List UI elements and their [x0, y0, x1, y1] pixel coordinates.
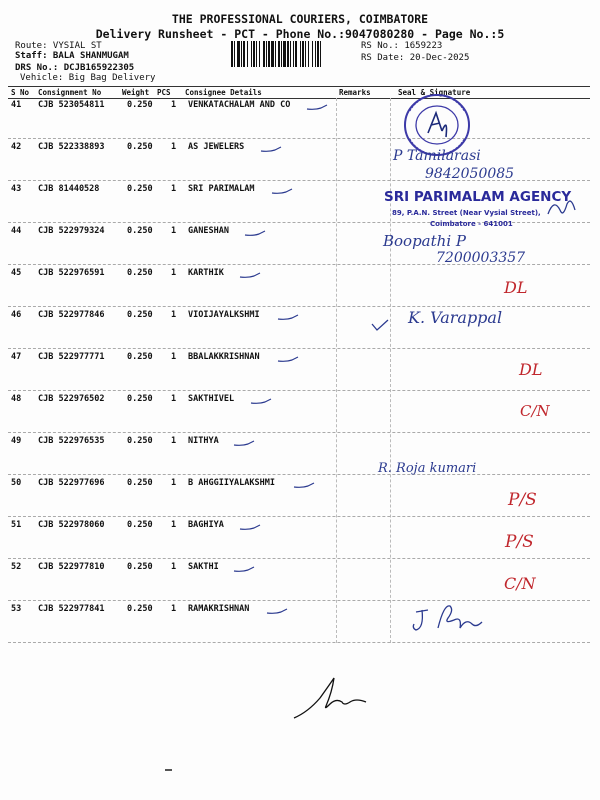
- row-tick-mark: [238, 271, 262, 281]
- row-sno: 42: [11, 142, 22, 152]
- row-pcs: 1: [171, 226, 177, 236]
- row-separator: [8, 558, 590, 559]
- row-tick-mark: [232, 439, 256, 449]
- col-header-seal: Seal & Signature: [398, 88, 471, 97]
- row-pcs: 1: [171, 478, 177, 488]
- row-consignment: CJB 522977846: [38, 310, 105, 320]
- row-pcs: 1: [171, 562, 177, 572]
- row-weight: 0.250: [127, 394, 153, 404]
- row-consignment: CJB 522976502: [38, 394, 105, 404]
- row-consignee: SRI PARIMALAM: [188, 184, 255, 194]
- agency-stamp-address: 89, P.A.N. Street (Near Vysial Street),: [392, 209, 541, 217]
- row-sno: 52: [11, 562, 22, 572]
- row-tick-mark: [249, 397, 273, 407]
- row-weight: 0.250: [127, 520, 153, 530]
- supervisor-signature: [290, 672, 370, 722]
- row-sno: 47: [11, 352, 22, 362]
- row-weight: 0.250: [127, 226, 153, 236]
- row-sno: 53: [11, 604, 22, 614]
- col-header-consignee: Consignee Details: [185, 88, 262, 97]
- row-consignee: GANESHAN: [188, 226, 229, 236]
- row52-remark: C/N: [504, 574, 536, 593]
- row44-receiver-phone: 7200003357: [436, 250, 526, 266]
- row46-receiver-name: K. Varappal: [408, 308, 503, 327]
- row-tick-mark: [238, 523, 262, 533]
- row-weight: 0.250: [127, 604, 153, 614]
- col-header-consignment: Consignment No: [38, 88, 102, 97]
- row-consignment: CJB 522977696: [38, 478, 105, 488]
- row-consignee: BBALAKKRISHNAN: [188, 352, 260, 362]
- row-consignment: CJB 522977771: [38, 352, 105, 362]
- row-tick-mark: [243, 229, 267, 239]
- row-consignment: CJB 522977841: [38, 604, 105, 614]
- row-consignment: CJB 522338893: [38, 142, 105, 152]
- vehicle-label: Vehicle: Big Bag Delivery: [20, 73, 156, 83]
- row-weight: 0.250: [127, 352, 153, 362]
- row-pcs: 1: [171, 184, 177, 194]
- row-consignee: SAKTHIVEL: [188, 394, 235, 404]
- row-consignee: KARTHIK: [188, 268, 224, 278]
- row-separator: [8, 306, 590, 307]
- row-consignee: SAKTHI: [188, 562, 219, 572]
- stray-mark: [165, 769, 172, 771]
- row-tick-mark: [265, 607, 289, 617]
- row43-signature: [545, 196, 579, 222]
- row-pcs: 1: [171, 268, 177, 278]
- row-consignee: BAGHIYA: [188, 520, 224, 530]
- col-header-remarks: Remarks: [339, 88, 371, 97]
- row48-remark: C/N: [520, 402, 550, 420]
- company-title: THE PROFESSIONAL COURIERS, COIMBATORE: [171, 12, 429, 26]
- col-header-pcs: PCS: [157, 88, 171, 97]
- row-sno: 46: [11, 310, 22, 320]
- staff-label: Staff: BALA SHANMUGAM: [15, 51, 129, 61]
- row-sno: 48: [11, 394, 22, 404]
- row-consignment: CJB 81440528: [38, 184, 100, 194]
- row-pcs: 1: [171, 142, 177, 152]
- barcode: [231, 41, 357, 67]
- row-pcs: 1: [171, 604, 177, 614]
- header-bottom-rule: [8, 98, 590, 99]
- row47-remark: DL: [519, 360, 543, 379]
- row-consignment: CJB 522976591: [38, 268, 105, 278]
- row-separator: [8, 348, 590, 349]
- row49-receiver-name: R. Roja kumari: [378, 461, 477, 476]
- row-sno: 51: [11, 520, 22, 530]
- row-separator: [8, 516, 590, 517]
- row51-remark: P/S: [505, 532, 534, 552]
- row-consignment: CJB 522977810: [38, 562, 105, 572]
- row-weight: 0.250: [127, 436, 153, 446]
- row45-remark: DL: [504, 278, 528, 297]
- row42-receiver-name: P Tamilarasi: [393, 148, 481, 164]
- row44-receiver-name: Boopathi P: [383, 232, 466, 250]
- row-weight: 0.250: [127, 100, 153, 110]
- row-consignee: NITHYA: [188, 436, 219, 446]
- row-tick-mark: [276, 355, 300, 365]
- row-weight: 0.250: [127, 142, 153, 152]
- row-tick-mark: [305, 103, 329, 113]
- row-weight: 0.250: [127, 310, 153, 320]
- agency-stamp-name: SRI PARIMALAM AGENCY: [384, 189, 572, 205]
- row46-checkmark: [370, 318, 390, 332]
- rs-date: RS Date: 20-Dec-2025: [361, 53, 470, 63]
- row-consignment: CJB 523054811: [38, 100, 105, 110]
- row-consignment: CJB 522978060: [38, 520, 105, 530]
- rs-number: RS No.: 1659223: [361, 41, 443, 51]
- row-pcs: 1: [171, 100, 177, 110]
- row-consignee: VENKATACHALAM AND CO: [188, 100, 291, 110]
- row-consignment: CJB 522976535: [38, 436, 105, 446]
- agency-stamp-city: Coimbatore - 641001: [430, 220, 513, 228]
- row-pcs: 1: [171, 352, 177, 362]
- row-sno: 44: [11, 226, 22, 236]
- row-separator: [8, 432, 590, 433]
- runsheet-subtitle: Delivery Runsheet - PCT - Phone No.:9047080280 - Page No.:5: [95, 27, 505, 41]
- row-pcs: 1: [171, 436, 177, 446]
- row-separator: [8, 138, 590, 139]
- row-weight: 0.250: [127, 562, 153, 572]
- row-tick-mark: [276, 313, 300, 323]
- header-top-rule: [8, 86, 590, 87]
- row-weight: 0.250: [127, 268, 153, 278]
- row-sno: 41: [11, 100, 22, 110]
- row-consignment: CJB 522979324: [38, 226, 105, 236]
- row-sno: 50: [11, 478, 22, 488]
- row-consignee: AS JEWELERS: [188, 142, 245, 152]
- row-tick-mark: [259, 145, 283, 155]
- row-consignee: VIOIJAYALKSHMI: [188, 310, 260, 320]
- col-header-sno: S No: [11, 88, 30, 97]
- row-tick-mark: [270, 187, 294, 197]
- row-consignee: B AHGGIIYALAKSHMI: [188, 478, 275, 488]
- row-pcs: 1: [171, 520, 177, 530]
- route-label: Route: VYSIAL ST: [15, 41, 102, 51]
- row-consignee: RAMAKRISHNAN: [188, 604, 250, 614]
- row53-signature: [410, 598, 486, 638]
- row-pcs: 1: [171, 310, 177, 320]
- row-sno: 45: [11, 268, 22, 278]
- row42-receiver-phone: 9842050085: [425, 166, 515, 182]
- row-separator: [8, 600, 590, 601]
- row-sno: 49: [11, 436, 22, 446]
- row-weight: 0.250: [127, 478, 153, 488]
- row-weight: 0.250: [127, 184, 153, 194]
- drs-number: DRS No.: DCJB165922305: [15, 63, 135, 73]
- row-tick-mark: [292, 481, 316, 491]
- barcode-bar: [321, 41, 323, 67]
- row-tick-mark: [232, 565, 256, 575]
- row-pcs: 1: [171, 394, 177, 404]
- col-header-weight: Weight: [122, 88, 150, 97]
- row-separator: [8, 474, 590, 475]
- row-sno: 43: [11, 184, 22, 194]
- row50-remark: P/S: [508, 490, 537, 510]
- row-separator: [8, 390, 590, 391]
- row-separator: [8, 642, 590, 643]
